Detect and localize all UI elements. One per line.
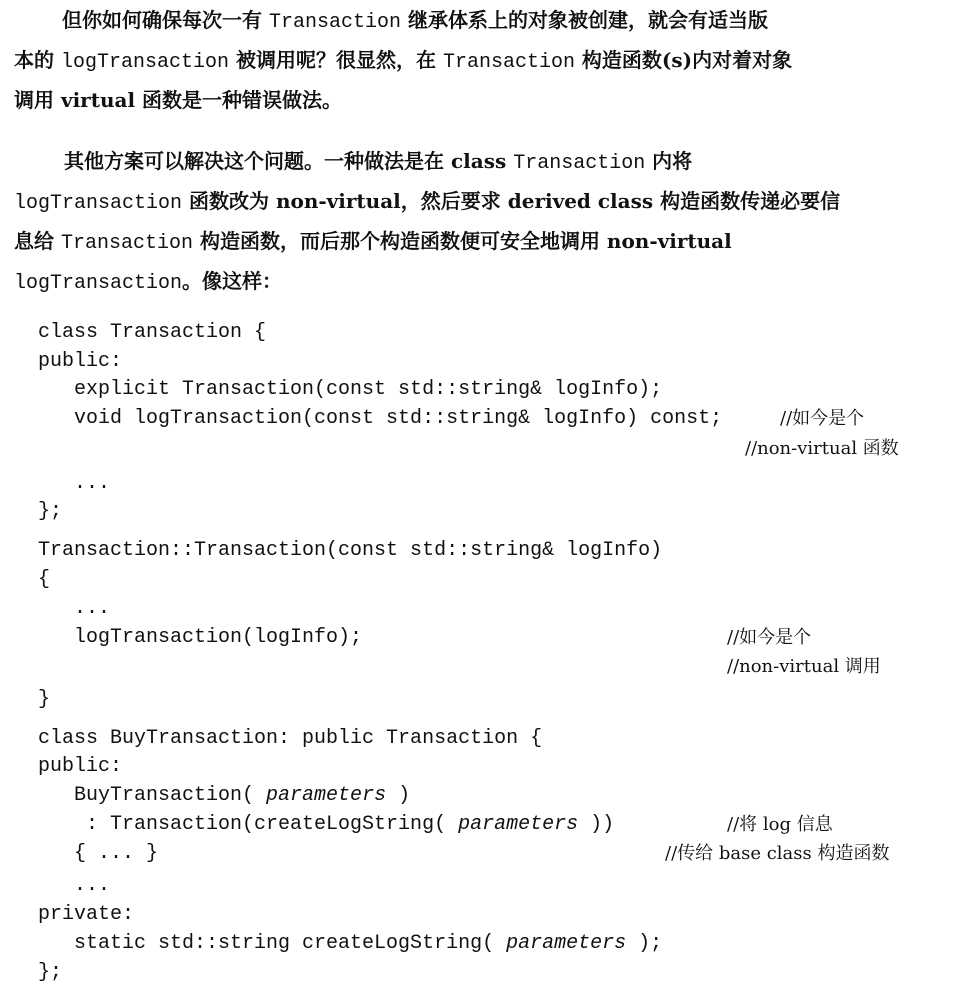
code-line — [38, 810, 614, 840]
text-segment: 函数改为 non-virtual，然后要求 derived class 构造函数传递必要信 — [182, 189, 841, 213]
code-line: Transaction::Transaction(const std::string& logInfo) — [38, 539, 663, 562]
inline-code: Transaction — [442, 51, 575, 74]
text-segment: 内将 — [645, 149, 693, 173]
inline-code: Transaction — [60, 232, 193, 255]
inline-code: logTransaction — [14, 192, 183, 215]
code-line: ... — [38, 874, 111, 897]
code-comment: //non-virtual 函数 — [745, 438, 899, 459]
code-segment: ); — [626, 932, 663, 955]
paragraph2-line2 — [14, 181, 840, 224]
text-segment: 但你如何确保每次一有 — [62, 8, 269, 32]
paragraph2-line3 — [14, 221, 732, 264]
text-segment: 其他方案可以解决这个问题。一种做法是在 class — [64, 149, 514, 173]
code-line: public: — [38, 755, 123, 778]
paragraph2-line1 — [64, 141, 692, 184]
text-segment: 被调用呢？很显然，在 — [229, 48, 443, 72]
code-segment: BuyTransaction( — [38, 784, 267, 807]
code-line: ... — [38, 597, 111, 620]
code-line: class BuyTransaction: public Transaction { — [38, 727, 543, 750]
code-comment: //传给 base class 构造函数 — [665, 843, 890, 864]
code-param: parameters — [458, 813, 579, 836]
text-segment: 构造函数(s)内对着对象 — [574, 48, 793, 72]
code-param: parameters — [266, 784, 387, 807]
code-line: }; — [38, 500, 63, 523]
code-line: } — [38, 688, 51, 711]
code-line — [38, 781, 410, 811]
code-comment: //non-virtual 调用 — [727, 656, 881, 677]
code-segment: )) — [578, 813, 615, 836]
paragraph1-line1 — [62, 0, 768, 43]
code-line — [38, 929, 662, 959]
paragraph1-line3 — [14, 80, 342, 120]
code-line: private: — [38, 903, 135, 926]
code-comment: //将 log 信息 — [727, 814, 833, 835]
code-param: parameters — [506, 932, 627, 955]
code-line: logTransaction(logInfo); — [38, 626, 363, 649]
code-line: void logTransaction(const std::string& logInfo) const; — [38, 407, 723, 430]
code-segment: : Transaction(createLogString( — [38, 813, 459, 836]
inline-code: Transaction — [513, 152, 646, 175]
text-segment: 息给 — [14, 229, 61, 253]
text-segment: 。像这样： — [182, 269, 283, 293]
code-comment: //如今是个 — [727, 627, 812, 648]
paragraph2-line4 — [14, 261, 282, 304]
inline-code: logTransaction — [14, 272, 183, 295]
code-line: public: — [38, 350, 123, 373]
code-segment: ) — [386, 784, 411, 807]
code-line: class Transaction { — [38, 321, 267, 344]
inline-code: Transaction — [268, 11, 401, 34]
text-segment: 构造函数，而后那个构造函数便可安全地调用 non-virtual — [193, 229, 732, 253]
code-segment: static std::string createLogString( — [38, 932, 507, 955]
code-line: { ... } — [38, 842, 159, 865]
inline-code: logTransaction — [60, 51, 229, 74]
text-segment: 继承体系上的对象被创建，就会有适当版 — [401, 8, 768, 32]
code-line: }; — [38, 961, 63, 984]
text-segment: 调用 virtual 函数是一种错误做法。 — [14, 88, 343, 112]
code-line: ... — [38, 472, 111, 495]
paragraph1-line2 — [14, 40, 792, 83]
code-comment: //如今是个 — [780, 408, 865, 429]
code-line: { — [38, 568, 51, 591]
code-line: explicit Transaction(const std::string& logInfo); — [38, 378, 663, 401]
text-segment: 本的 — [14, 48, 61, 72]
